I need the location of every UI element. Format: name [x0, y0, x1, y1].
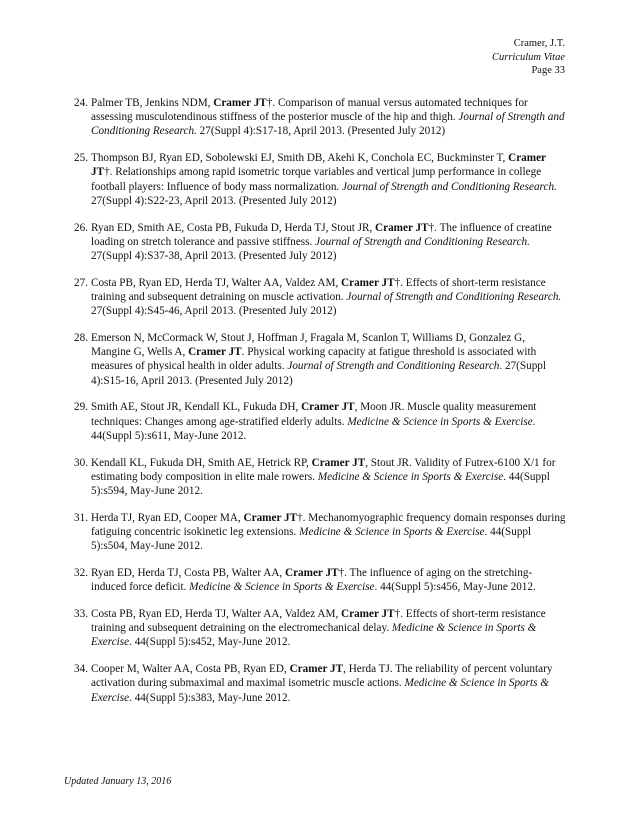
reference-authors: Costa PB, Ryan ED, Herda TJ, Walter AA, Valdez AM,: [91, 276, 342, 289]
reference-citation: . 44(Suppl 5):s383, May-June 2012.: [129, 691, 291, 704]
reference-title: †. Effects of short-term resistance training and subsequent detraining on the electromechanical delay.: [91, 608, 546, 635]
reference-title: , Moon JR. Muscle quality measurement techniques: Changes among age-stratified elderly adults.: [91, 401, 537, 428]
reference-highlight-author: Cramer JT: [213, 97, 267, 109]
reference-highlight-author: Cramer JT: [311, 456, 366, 469]
reference-journal: Journal of Strength and Conditioning Research: [287, 360, 500, 373]
reference-item: [76, 400, 566, 443]
reference-title: . Physical working capacity at fatigue threshold is associated with measures of physical health in older adults.: [91, 346, 537, 373]
reference-highlight-author: Cramer JT: [188, 346, 242, 359]
reference-number: 28.: [74, 332, 88, 345]
reference-text: [91, 96, 566, 139]
reference-title: †. Mechanomyographic frequency domain responses during fatiguing concentric isokinetic leg extensions.: [91, 511, 566, 539]
reference-journal: Medicine & Science in Sports & Exercise: [347, 415, 533, 428]
reference-text: [91, 456, 566, 499]
reference-item: [76, 511, 566, 554]
reference-title: †. The influence of creatine loading on stretch tolerance and passive stiffness.: [91, 221, 552, 248]
reference-number: 33.: [74, 608, 88, 621]
reference-journal: Journal of Strength and Conditioning Research.: [342, 180, 557, 193]
reference-citation: 27(Suppl 4):S45-46, April 2013. (Presented July 2012): [91, 305, 337, 318]
reference-authors: Ryan ED, Smith AE, Costa PB, Fukuda D, Herda TJ, Stout JR,: [91, 221, 376, 234]
reference-text: [91, 566, 566, 594]
reference-item: [76, 151, 566, 208]
reference-number: 30.: [74, 456, 88, 469]
reference-title: †. Relationships among rapid isometric torque variables and vertical jump performance in college football players: Influence of body mass normalization.: [91, 166, 542, 193]
reference-highlight-author: Cramer JT: [91, 152, 546, 179]
reference-citation: . 27(Suppl 4):S15-16, April 2013. (Presented July 2012): [91, 360, 547, 387]
header-author: Cramer, J.T.: [513, 38, 565, 49]
reference-citation: . 44(Suppl 5):s611, May-June 2012.: [91, 415, 536, 442]
reference-authors: Palmer TB, Jenkins NDM,: [91, 97, 214, 109]
reference-title: , Herda TJ. The reliability of percent voluntary activation during submaximal and maximal isometric muscle actions.: [91, 663, 553, 690]
reference-citation: . 44(Suppl 5):s452, May-June 2012.: [129, 636, 291, 649]
reference-text: [91, 511, 566, 554]
reference-text: [91, 151, 566, 208]
reference-journal: Journal of Strength and Conditioning Research.: [315, 235, 530, 248]
reference-text: [91, 331, 566, 388]
reference-item: [76, 96, 566, 139]
reference-item: [76, 331, 566, 388]
reference-highlight-author: Cramer JT: [301, 401, 355, 414]
reference-number: 29.: [74, 401, 88, 414]
reference-journal: Medicine & Science in Sports & Exercise: [317, 470, 504, 483]
reference-citation: . 44(Suppl 5):s504, May-June 2012.: [91, 526, 532, 553]
reference-citation: . 44(Suppl 5):s594, May-June 2012.: [91, 470, 550, 498]
reference-title: †. Effects of short-term resistance training and subsequent detraining on muscle activation.: [91, 276, 546, 304]
reference-authors: Costa PB, Ryan ED, Herda TJ, Walter AA, Valdez AM,: [91, 608, 342, 621]
reference-highlight-author: Cramer JT: [285, 567, 339, 580]
reference-text: [91, 662, 566, 705]
reference-authors: Smith AE, Stout JR, Kendall KL, Fukuda DH,: [91, 401, 302, 414]
reference-text: [91, 607, 566, 650]
reference-title: †. The influence of aging on the stretching-induced force deficit.: [91, 567, 533, 594]
reference-highlight-author: Cramer JT: [341, 276, 395, 289]
page-header: [492, 37, 565, 78]
reference-highlight-author: Cramer JT: [375, 221, 429, 234]
reference-citation: 27(Suppl 4):S17-18, April 2013. (Presented July 2012): [196, 125, 446, 138]
reference-highlight-author: Cramer JT: [243, 511, 298, 524]
reference-number: 26.: [74, 221, 88, 234]
reference-citation: 27(Suppl 4):S22-23, April 2013. (Presented July 2012): [91, 194, 337, 207]
reference-list: [76, 96, 566, 717]
reference-number: 27.: [74, 276, 88, 289]
reference-journal: Medicine & Science in Sports & Exercise: [299, 526, 485, 539]
reference-journal: Medicine & Science in Sports & Exercise: [91, 622, 537, 649]
reference-highlight-author: Cramer JT: [341, 608, 395, 621]
header-page-number: Page 33: [531, 65, 565, 76]
reference-text: [91, 400, 566, 443]
reference-title: †. Comparison of manual versus automated techniques for assessing musculotendinous stiffness of the posterior muscle of the hip and thigh.: [91, 97, 528, 124]
reference-number: 24.: [74, 97, 88, 109]
reference-text: [91, 221, 566, 264]
reference-number: 31.: [74, 511, 88, 524]
reference-journal: Journal of Strength and Conditioning Research.: [91, 111, 565, 138]
reference-journal: Medicine & Science in Sports & Exercise: [189, 581, 375, 594]
reference-number: 25.: [74, 152, 88, 165]
reference-item: [76, 566, 566, 594]
reference-citation: . 44(Suppl 5):s456, May-June 2012.: [374, 581, 536, 594]
reference-title: , Stout JR. Validity of Futrex-6100 X/1 for estimating body composition in elite male rowers.: [91, 456, 556, 483]
reference-citation: 27(Suppl 4):S37-38, April 2013. (Presented July 2012): [91, 250, 337, 263]
reference-authors: Herda TJ, Ryan ED, Cooper MA,: [91, 511, 244, 524]
reference-authors: Emerson N, McCormack W, Stout J, Hoffman J, Fragala M, Scanlon T, Williams D, Gonzalez G, Mangine G, Wells A,: [91, 332, 526, 359]
reference-authors: Ryan ED, Herda TJ, Costa PB, Walter AA,: [91, 567, 285, 580]
reference-item: [76, 276, 566, 319]
header-doc-title: Curriculum Vitae: [491, 51, 565, 63]
reference-journal: Medicine & Science in Sports & Exercise: [91, 677, 549, 704]
reference-item: [76, 221, 566, 264]
reference-item: [76, 607, 566, 650]
reference-authors: Kendall KL, Fukuda DH, Smith AE, Hetrick RP,: [91, 456, 312, 469]
reference-authors: Thompson BJ, Ryan ED, Sobolewski EJ, Smith DB, Akehi K, Conchola EC, Buckminster T,: [91, 152, 509, 165]
reference-number: 34.: [74, 663, 88, 676]
reference-item: [76, 456, 566, 499]
reference-authors: Cooper M, Walter AA, Costa PB, Ryan ED,: [91, 663, 290, 676]
reference-number: 32.: [74, 567, 88, 580]
reference-journal: Journal of Strength and Conditioning Research.: [346, 291, 562, 304]
reference-item: [76, 662, 566, 705]
reference-text: [91, 276, 566, 319]
footer-updated: Updated January 13, 2016: [64, 776, 172, 787]
reference-highlight-author: Cramer JT: [289, 663, 344, 676]
